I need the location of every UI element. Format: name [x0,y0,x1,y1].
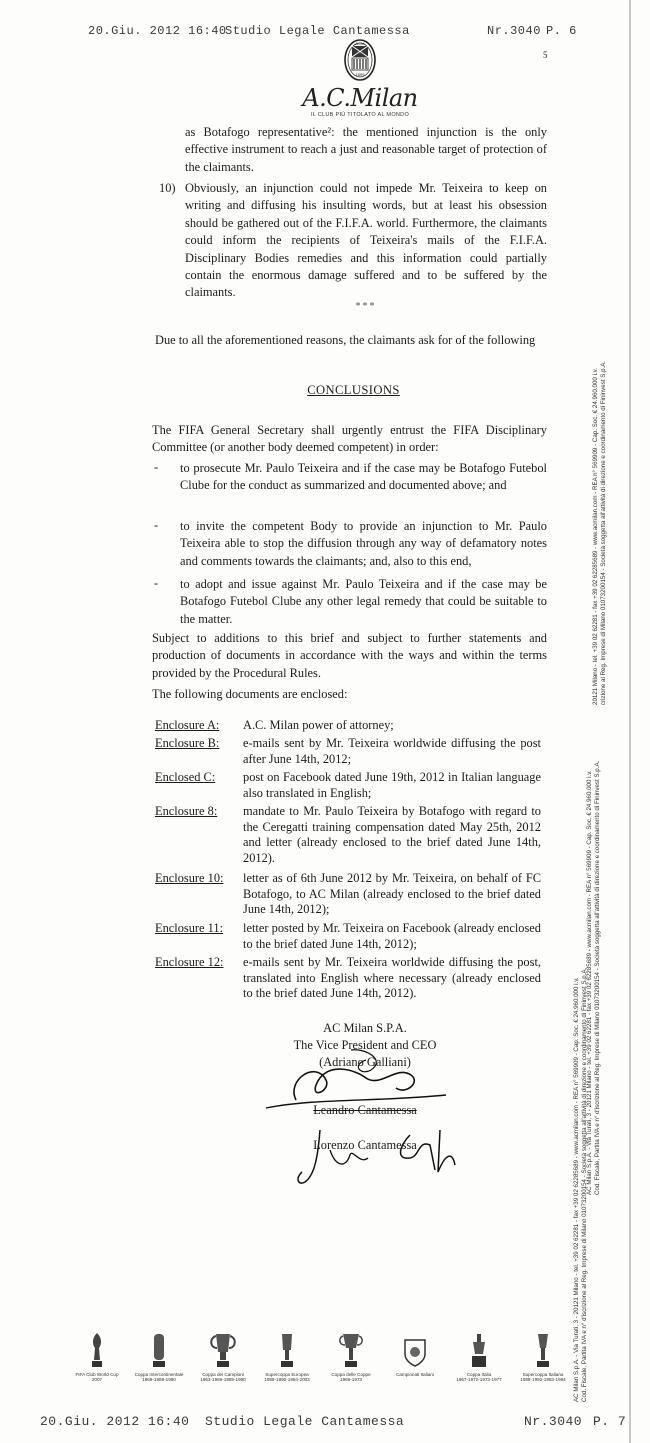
continuation-paragraph: as Botafogo representative²: the mentioned injunction is the only effective instrument to reach a just and reasonable target of protection of the claimants. [185,125,547,174]
trophy-years: 2007 [91,1377,103,1383]
sidebar-text-line: crizione al Reg. Imprese di Milano 01073200154 - Società soggetta all'attività di direzione e coordinamento di Fininvest S.p.A. [599,360,607,705]
page-number: 5 [543,50,548,60]
trophy-icon [148,1330,170,1370]
enclosure-label: Enclosure 10: [155,871,224,885]
due-paragraph: Due to all the aforementioned reasons, the claimants ask for of the following [155,333,536,347]
enclosure-text: letter as of 6th June 2012 by Mr. Teixeira, on behalf of FC Botafogo, to AC Milan (already enclosed to the brief dated June 14th, 2012); [243,871,541,917]
trophy-name: Supercoppa Italiana [522,1372,564,1377]
enclosed-intro: The following documents are enclosed: [152,687,348,701]
enclosure-label: Enclosure B: [155,736,220,750]
logo-wordmark: A.C.Milan [302,84,418,112]
trophy-years: 1968-1973 [340,1377,362,1383]
conclusion-bullet: to invite the competent Body to provide an injunction to Mr. Paulo Teixeira able to stop the diffusion through any way of defamatory notes and comments towards the claimants; and, also to this end, [180,519,547,568]
enclosure-label: Enclosure 8: [155,804,218,818]
trophy-years: 1989-1990-1994-2003 [264,1377,310,1383]
trophy-years: 1969-1989-1990 [142,1377,176,1383]
trophy-name: Coppa dei Campioni [202,1372,244,1377]
crest-year-text: 1899 [355,72,365,77]
fifa-paragraph: The FIFA General Secretary shall urgently entrust the FIFA Disciplinary Committee (or another body deemed competent) in order: [152,423,547,455]
enclosure-label: Enclosed C: [155,770,216,784]
subject-paragraph: Subject to additions to this brief and subject to further statements and production of documents in accordance with the ways and within the terms provided by the Procedural Rules. [152,631,547,680]
enclosure-text: A.C. Milan power of attorney; [243,718,394,732]
handwritten-signature-cantamessa [290,1110,465,1190]
enclosure-text: letter posted by Mr. Teixeira on Facebook (already enclosed to the brief dated June 14th, 2012); [243,921,541,951]
trophy-name: FIFA Club World Cup [75,1372,119,1377]
right-edge-line [629,0,631,1443]
trophy-icon [276,1330,298,1370]
crest-icon [343,38,377,82]
enclosure-text: e-mails sent by Mr. Teixeira worldwide diffusing the post after June 14th, 2012; [243,736,541,766]
fax-header-date: 20.Giu. 2012 16:40 [88,24,227,38]
fax-footer-number: Nr.3040 [524,1414,583,1429]
trophy-item [188,1330,258,1383]
section-separator: *** [355,301,377,312]
trophy-years: 1967-1972-1973-1977 [456,1377,502,1383]
conclusion-bullet: to prosecute Mr. Paulo Teixeira and if the case may be Botafogo Futebol Clube for the conduct as summarized and documented above; and [180,461,547,493]
sidebar-text-line: AC Milan S.p.A. - Via Turati, 3 - 20121 Milano - tel. +39 02 62281 - fax +39 02 62285689 - www.acmilan.com - REA n° 569909 - Cap. Soc. € 24.960.000 i.v. [573,977,580,1402]
conclusions-heading: CONCLUSIONS [307,383,400,397]
fax-header-number: Nr.3040 [487,24,541,38]
crest-acm-text: ACM [355,41,365,46]
trophy-name: Supercoppa Europea [265,1372,309,1377]
trophy-icon [468,1330,490,1370]
enclosure-label: Enclosure 12: [155,955,224,969]
trophy-item [444,1330,514,1383]
sidebar-upper-block [592,361,607,705]
signature-company: AC Milan S.P.A. [323,1021,407,1035]
conclusion-bullet: to adopt and issue against Mr. Paulo Teixeira and if the case may be Botafogo Futebol Clube any other legal remedy that could be suitable to the matter. [180,577,547,626]
sidebar-text-line: Cod. Fiscale, Partita IVA e n° d'iscrizione al Reg. Imprese di Milano 01073200154 - Società soggetta all'attività di direzione e coordinamento di Fininvest S.p.A. [593,760,601,1195]
fax-header-page: P. 6 [546,24,577,38]
fax-footer-sender: Studio Legale Cantamessa [205,1414,405,1429]
trophy-item [316,1330,386,1383]
trophy-item [252,1330,322,1383]
acmilan-logo [300,38,420,118]
fax-footer-page: P. 7 [593,1414,627,1429]
trophy-years: 1963-1969-1989-1990 [200,1377,246,1383]
trophy-years: 1988-1992-1993-1994 [520,1377,566,1383]
trophy-name: Coppa Intercontinentale [134,1372,184,1377]
trophy-icon [532,1330,554,1370]
bullet-mark: - [154,460,159,474]
fax-header-sender: Studio Legale Cantamessa [225,24,410,38]
trophies-footer [62,1330,566,1400]
trophy-name: Campionati Italiani [396,1372,434,1377]
signature-name: (Adriano Galliani) [319,1055,411,1069]
enclosure-text: e-mails sent by Mr. Teixeira worldwide diffusing the post, translated into English where necessary (already enclosed to the brief dated June 14th, 2012). [243,955,541,1001]
trophy-item [124,1330,194,1383]
sidebar-text-line: AC Milan S.p.A. - Via Turati, 3 - 20121 Milano - tel. +39 02 62281 - fax +39 02 62285689 - www.acmilan.com - REA n° 569909 - Cap. Soc. € 24.960.000 i.v. [586,770,593,1195]
signature-lawyer-1: Leandro Cantamessa [313,1103,417,1117]
trophy-name: Coppa Italia [466,1372,492,1377]
enclosure-text: post on Facebook dated June 19th, 2012 in Italian language also translated in English; [243,770,541,800]
enclosure-label: Enclosure A: [155,718,220,732]
sidebar-text-line: 20121 Milano - tel. +39 02 62281 - fax +39 02 62285689 - www.acmilan.com - REA n° 569909 - Cap. Soc. € 24.960.000 i.v. [592,367,599,705]
trophy-item [62,1330,132,1383]
logo-tagline: IL CLUB PIÙ TITOLATO AL MONDO [310,112,410,118]
signature-lawyer-2: Lorenzo Cantamessa [313,1138,417,1152]
trophy-icon [338,1330,364,1370]
trophy-icon [208,1330,238,1370]
item-10-number: 10) [159,181,176,195]
shield-icon [402,1330,428,1370]
trophy-name: Coppa delle Coppe [331,1372,371,1377]
enclosure-label: Enclosure 11: [155,921,224,935]
signature-role: The Vice President and CEO [293,1038,437,1052]
bullet-mark: - [154,576,159,590]
trophy-icon [86,1330,108,1370]
trophy-item [508,1330,578,1383]
bullet-mark: - [154,518,159,532]
fax-footer-date: 20.Giu. 2012 16:40 [40,1414,190,1429]
item-10-paragraph: Obviously, an injunction could not impede Mr. Teixeira to keep on writing and diffusing his insulting words, but at least his obsession should be gathered out of the F.I.F.A. world. Furthermore, the claimants could inform the recipients of Teixeira's mails of the F.I.F.A. Disciplinary Bodies remedies and this information could partially contain the enormous damage suffered and to be suffered by the claimants. [185,181,547,300]
sidebar-text-line: Cod. Fiscale, Partita IVA e n° d'iscrizione al Reg. Imprese di Milano 01073200154 - Società soggetta all'attività di direzione e coordinamento di Fininvest S.p.A. [580,967,588,1402]
sidebar-middle-block [586,761,601,1195]
enclosure-text: mandate to Mr. Paulo Teixeira by Botafogo with regard to the Ceregatti training compensation dated May 25th, 2012 and letter (already enclosed to the brief dated June 14th, 2012). [243,804,541,865]
trophy-item [380,1330,450,1377]
